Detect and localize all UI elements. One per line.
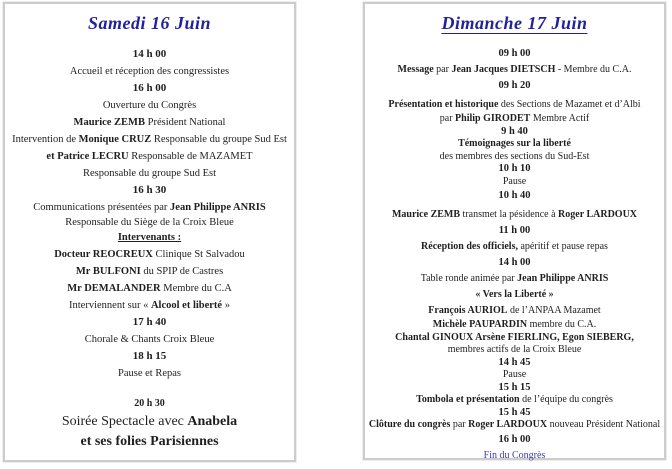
program-text-bold: Roger LARDOUX — [558, 209, 638, 220]
program-text-bold: 14 h 00 — [132, 48, 167, 60]
program-text: du SPIP de Castres — [140, 266, 224, 277]
program-text: Ouverture du Congrès — [102, 100, 197, 111]
program-line — [365, 394, 664, 407]
program-line — [365, 223, 664, 239]
program-line — [5, 216, 294, 229]
program-line — [365, 188, 664, 204]
program-line — [5, 412, 294, 432]
program-text-bold: 16 h 30 — [132, 184, 167, 196]
program-text: » — [222, 300, 230, 311]
program-line — [5, 131, 294, 148]
program-line — [5, 148, 294, 165]
program-line — [365, 382, 664, 395]
program-line — [5, 365, 294, 382]
program-line — [5, 246, 294, 263]
panel-title-sunday: Dimanche 17 Juin — [441, 13, 588, 33]
program-text-bold: Docteur REOCREUX — [54, 249, 153, 260]
program-text-bold: Maurice ZEMB — [391, 209, 461, 220]
program-text-bold: 18 h 15 — [132, 350, 167, 362]
program-text: membres actifs de la Croix Bleue — [447, 344, 582, 355]
program-line — [365, 113, 664, 126]
program-text-bold: Philip GIRODET — [455, 113, 531, 124]
program-line — [365, 207, 664, 223]
program-line — [5, 432, 294, 452]
program-text-bold: Mr BULFONI — [75, 266, 141, 277]
program-line — [5, 182, 294, 199]
program-text-bold: et Patrice LECRU — [46, 151, 129, 162]
program-text-bold: 14 h 00 — [498, 257, 531, 268]
program-text: Pause — [502, 175, 527, 187]
program-line — [365, 78, 664, 94]
program-text: Président National — [144, 117, 226, 128]
program-text: par — [439, 113, 456, 124]
program-line — [5, 331, 294, 348]
program-line — [5, 263, 294, 280]
program-text-bold: Jean Philippe ANRIS — [170, 202, 266, 213]
program-line — [5, 348, 294, 365]
program-text: Clinique St Salvadou — [152, 249, 245, 260]
program-text-bold: Témoignages sur la liberté — [458, 138, 571, 149]
program-text: de l’équipe du congrès — [519, 394, 613, 405]
program-line — [5, 199, 294, 216]
program-text: Responsable du groupe Sud Est — [83, 168, 216, 179]
program-text-bold: Jean Jacques DIETSCH — [451, 64, 556, 75]
program-text: par — [450, 419, 469, 430]
program-text-bold: 10 h 10 — [498, 163, 531, 174]
program-text: Interviennent sur « — [69, 300, 151, 311]
program-text: Chorale & Chants Croix Bleue — [84, 334, 215, 345]
program-text-bold: François AURIOL — [428, 305, 508, 316]
panel-sunday — [363, 2, 666, 460]
program-line — [365, 287, 664, 303]
program-text: Accueil et réception des congressistes — [69, 66, 230, 77]
program-line — [365, 319, 664, 332]
program-text: Membre du C.A — [160, 283, 232, 294]
program-text-bold: 11 h 00 — [498, 225, 531, 236]
program-text: Fin du Congrès — [483, 449, 546, 461]
program-text-bold: Jean Philippe ANRIS — [517, 273, 609, 284]
program-text-bold: Tombola et présentation — [416, 394, 520, 405]
program-text-bold: 15 h 45 — [498, 406, 531, 418]
program-text-bold: Mr DEMALANDER — [67, 283, 161, 294]
panel-title-saturday: Samedi 16 Juin — [87, 13, 212, 33]
program-text-bold: et ses folies Parisiennes — [80, 434, 219, 449]
program-text: apéritif et pause repas — [517, 241, 608, 252]
program-line — [365, 332, 664, 345]
program-line — [365, 62, 664, 78]
program-text: Responsable de MAZAMET — [128, 151, 253, 162]
program-text-bold: 10 h 40 — [498, 190, 531, 201]
program-line — [5, 46, 294, 63]
program-line — [365, 97, 664, 113]
program-text: Soirée Spectacle avec — [61, 414, 188, 429]
program-line — [365, 357, 664, 370]
program-text: des membres des sections du Sud-Est — [439, 150, 590, 162]
program-text-bold: Michèle PAUPARDIN — [432, 319, 528, 330]
program-text: Intervention de — [12, 134, 79, 145]
program-text-bold: Anabela — [187, 414, 238, 429]
program-text-bold: 9 h 40 — [501, 125, 528, 137]
program-line — [5, 314, 294, 331]
program-text-bold: 17 h 40 — [132, 316, 167, 328]
program-text-bold: 14 h 45 — [498, 356, 531, 368]
program-text: Communications présentées par — [33, 202, 171, 213]
program-text-bold: 09 h 20 — [498, 80, 531, 91]
program-text-bold: 16 h 00 — [132, 82, 167, 94]
program-line — [365, 126, 664, 139]
program-text-bold: Message — [397, 64, 434, 75]
program-text-bold: 16 h 00 — [498, 433, 531, 445]
program-text-bold: 20 h 30 — [134, 398, 165, 409]
program-text: - Membre du C.A. — [555, 64, 632, 75]
program-line — [365, 176, 664, 189]
program-line — [365, 138, 664, 151]
program-text-bold: 15 h 15 — [498, 381, 531, 393]
program-text-bold: Monique CRUZ — [78, 134, 152, 145]
program-text: membre du C.A. — [527, 319, 597, 330]
program-line — [5, 280, 294, 297]
program-line — [365, 271, 664, 287]
program-text: Membre Actif — [530, 113, 590, 124]
program-text: Table ronde animée par — [420, 273, 518, 284]
program-line — [365, 239, 664, 255]
program-line — [365, 407, 664, 420]
program-text: par — [433, 64, 452, 75]
program-line — [365, 432, 664, 448]
program-line — [365, 46, 664, 62]
panel-body — [5, 46, 294, 452]
program-line — [5, 80, 294, 97]
program-text-bold: Intervenants : — [117, 232, 182, 243]
program-line — [5, 395, 294, 412]
program-text-bold: Roger LARDOUX — [468, 419, 548, 430]
panel-body — [365, 46, 664, 464]
program-line — [365, 419, 664, 432]
program-text: nouveau Président National — [547, 419, 661, 430]
program-line — [365, 255, 664, 271]
program-text: Responsable du groupe Sud Est — [151, 134, 287, 145]
program-line — [365, 163, 664, 176]
program-line — [5, 114, 294, 131]
program-text-bold: Réception des officiels, — [421, 241, 518, 252]
program-text: Responsable du Siège de la Croix Bleue — [65, 217, 234, 228]
program-line — [365, 344, 664, 357]
program-line — [365, 448, 664, 464]
panel-saturday — [3, 2, 296, 462]
program-line — [365, 151, 664, 164]
program-text: Pause et Repas — [118, 368, 181, 379]
program-text-bold: 09 h 00 — [498, 48, 531, 59]
program-line — [365, 303, 664, 319]
program-text-bold: Chantal GINOUX Arsène FIERLING, Egon SIEBERG, — [395, 331, 634, 343]
program-line — [365, 369, 664, 382]
program-text: des Sections de Mazamet et d’Albi — [498, 99, 641, 110]
program-line — [5, 165, 294, 182]
program-text-bold: Maurice ZEMB — [73, 117, 145, 128]
program-text-bold: « Vers la Liberté » — [475, 289, 554, 300]
program-text-bold: Présentation et historique — [388, 99, 499, 110]
program-text: Pause — [502, 369, 527, 380]
program-text-bold: Clôture du congrès — [368, 419, 451, 430]
program-text: transmet la pésidence à — [460, 209, 559, 220]
program-text: de l’ANPAA Mazamet — [507, 305, 601, 316]
program-line — [5, 63, 294, 80]
program-line — [5, 97, 294, 114]
program-line — [5, 229, 294, 246]
program-line — [5, 297, 294, 314]
program-text-bold: Alcool et liberté — [150, 300, 223, 311]
